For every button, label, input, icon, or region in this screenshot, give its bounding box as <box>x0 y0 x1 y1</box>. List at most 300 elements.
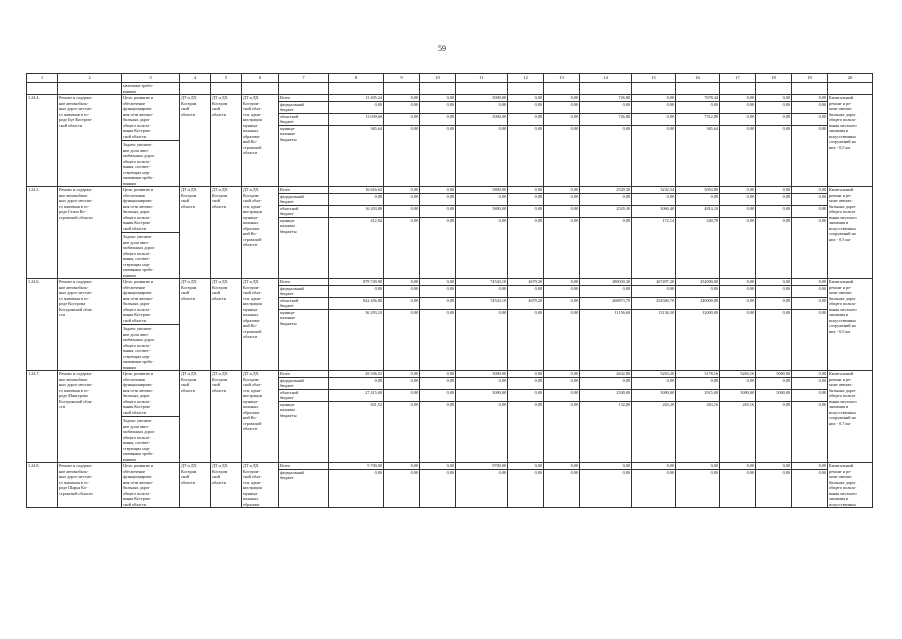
cell <box>279 83 329 95</box>
amount: 0,00 <box>498 125 506 131</box>
amount: 0,00 <box>420 95 455 102</box>
amount: 0,00 <box>676 194 719 206</box>
goal-line: ния сети автомо- <box>123 295 153 301</box>
amount: 0,00 <box>710 469 718 475</box>
funding-source-line: бюджет <box>280 107 294 112</box>
expected-result-line: сооружений на <box>829 323 856 328</box>
value-cell <box>720 95 756 187</box>
funding-source-line: федеральный <box>280 101 304 107</box>
expected-result-line: вания местного <box>829 306 857 312</box>
co-executor-line: образова- <box>243 317 261 323</box>
value-stack <box>544 463 579 481</box>
expected-result-line: них - 6,5 км <box>829 328 851 334</box>
executor-line: ской <box>212 382 221 387</box>
amount: 5054,80 <box>676 187 719 194</box>
goal-task-divider <box>122 324 179 325</box>
value-cell <box>544 187 580 279</box>
measure-name <box>58 187 122 279</box>
amount: 5800,00 <box>456 187 507 194</box>
amount: 0,00 <box>544 378 579 390</box>
value-stack <box>676 95 719 142</box>
amount: 0,00 <box>420 102 455 114</box>
executor-line: Костром <box>212 192 228 198</box>
expected-result-line: них - 0,7 км <box>829 420 851 426</box>
value-stack <box>792 95 827 142</box>
cell <box>508 83 544 95</box>
amount: 0,00 <box>746 469 754 475</box>
measure-name-line: ных дорог местно- <box>59 198 93 203</box>
goal-line: Цель: развитие и <box>123 187 154 192</box>
task-line: ваниям <box>123 180 136 186</box>
cell <box>122 83 180 95</box>
executor-line: ДТ и ДХ <box>181 463 197 468</box>
value-cell <box>580 371 632 463</box>
amount: 0,00 <box>544 279 579 286</box>
value-stack <box>329 187 383 234</box>
expected-result <box>828 187 873 279</box>
funding-source-line: областной <box>280 297 299 303</box>
amount: 0,00 <box>720 279 755 286</box>
value-cell <box>792 371 828 463</box>
measure-name-line: го значения в го- <box>59 111 89 117</box>
expected-result-line: вания местного <box>829 214 857 220</box>
measure-goal-task <box>122 371 180 463</box>
value-cell <box>420 279 456 371</box>
co-executor-line: ской обла- <box>243 474 262 479</box>
measure-name-line: го значения в го- <box>59 387 89 393</box>
co-executor-line: ской обла- <box>243 290 262 295</box>
goal-line: вания Костром- <box>123 312 151 317</box>
amount: 0,00 <box>544 371 579 378</box>
goal-line: ния сети автомо- <box>123 479 153 485</box>
value-stack <box>632 463 675 481</box>
executor-line: ской <box>212 106 221 111</box>
measure-name-line: ние автомобиль- <box>59 468 89 474</box>
column-header: 20 <box>828 74 873 83</box>
amount: 0,00 <box>534 217 542 223</box>
amount: 0,00 <box>508 371 543 378</box>
co-executor-line: образова- <box>243 409 261 415</box>
amount: 0,00 <box>676 463 719 470</box>
amount: 0,00 <box>498 401 506 407</box>
cell <box>828 83 873 95</box>
measure-row <box>27 463 873 508</box>
value-cell <box>676 187 720 279</box>
goal-line: ской области <box>123 409 147 415</box>
goal-line: вания Костром- <box>123 128 151 133</box>
funding-source-line: Всего <box>280 95 291 100</box>
goal-line: общего пользо- <box>123 490 151 496</box>
task-line: ние доли авто- <box>123 239 149 245</box>
goal-task-divider <box>122 232 179 233</box>
amount: 0,00 <box>456 102 507 114</box>
expected-result-line: вания местного <box>829 490 857 496</box>
co-executor-line: образова- <box>243 225 261 231</box>
amount: 0,00 <box>782 401 790 407</box>
column-header: 2 <box>58 74 122 83</box>
amount: 5263,16 <box>720 371 755 378</box>
amount: 0,00 <box>746 217 754 223</box>
measure-name-line: ных дорог местно- <box>59 290 93 295</box>
measure-name <box>58 463 122 508</box>
executor-cell <box>211 371 242 463</box>
value-stack <box>508 371 543 418</box>
expected-result-line: бильных дорог <box>829 203 856 209</box>
funding-source-line: бюджет <box>280 211 294 216</box>
funding-source-line: муници- <box>280 309 296 315</box>
column-header: 4 <box>180 74 211 83</box>
amount: 0,00 <box>410 217 418 223</box>
amount: 5000,00 <box>756 390 791 402</box>
amount: 0,00 <box>792 95 827 102</box>
task-line: ствующих нор- <box>123 261 151 267</box>
task-line: мобильных дорог <box>123 245 155 250</box>
co-executor-line: Костром- <box>243 376 260 382</box>
value-stack <box>384 187 419 234</box>
amount: 0,00 <box>632 95 675 102</box>
expected-result-line: вания местного <box>829 398 857 404</box>
executor-cell <box>211 463 242 508</box>
amount: 0,00 <box>580 463 631 470</box>
funding-source-line: областной <box>280 205 299 211</box>
expected-result-line: ремонт и ре- <box>829 100 852 106</box>
executor-cell <box>211 279 242 371</box>
value-stack <box>676 463 719 481</box>
amount: 0,00 <box>792 194 827 206</box>
executor-line: области <box>212 111 226 117</box>
amount: 0,00 <box>384 371 419 378</box>
amount: 7678,44 <box>676 95 719 102</box>
value-stack <box>792 187 827 234</box>
amount: 0,00 <box>792 102 827 114</box>
value-stack <box>456 95 507 142</box>
amount: 263,16 <box>742 401 754 407</box>
executor-cell <box>180 463 211 508</box>
executor-line: ской <box>212 198 221 203</box>
measure-name-line: роде Буе Костром- <box>59 117 93 122</box>
task-line: ствующих нор- <box>123 169 151 175</box>
amount: 0,00 <box>329 102 383 114</box>
co-executor-line: нистрации <box>243 301 262 306</box>
value-stack <box>756 371 791 418</box>
funding-source <box>279 102 328 114</box>
expected-result <box>828 463 873 508</box>
amount: 0,00 <box>818 125 826 131</box>
amount: 0,00 <box>384 286 419 298</box>
co-executor-cell <box>242 187 279 279</box>
executor-line: ской <box>181 474 190 479</box>
funding-source-line: бюджет <box>280 119 294 124</box>
goal-line: Цель: развитие и <box>123 371 154 376</box>
co-executor-line: сти, адми- <box>243 479 262 485</box>
cell <box>384 83 420 95</box>
amount: 2632,00 <box>580 371 631 378</box>
co-executor-line: стромской <box>243 236 262 242</box>
expected-result <box>828 95 873 187</box>
value-stack <box>420 371 455 418</box>
funding-source-line: бюджеты <box>280 136 297 142</box>
amount: 9700,00 <box>456 463 507 470</box>
amount: 0,00 <box>666 125 674 131</box>
task-line: Задача: увеличе- <box>123 418 153 423</box>
goal-task-divider <box>122 140 179 141</box>
goal-line: Цель: развитие и <box>123 279 154 284</box>
amount: 0,00 <box>746 125 754 131</box>
amount: 0,00 <box>374 469 382 475</box>
co-executor-line: ДТ и ДХ <box>243 279 259 284</box>
value-stack <box>720 187 755 234</box>
expected-result-line: общего пользо- <box>829 485 857 490</box>
value-stack <box>632 95 675 142</box>
value-cell <box>580 463 632 508</box>
measure-name-line: го значения в го- <box>59 203 89 209</box>
expected-result-line: бильных дорог <box>829 111 856 117</box>
amount: 0,00 <box>756 378 791 390</box>
co-executor-line: области <box>243 150 257 155</box>
amount: 0,00 <box>420 463 455 470</box>
cell <box>580 83 632 95</box>
value-stack <box>329 463 383 481</box>
amount: 5800,00 <box>456 206 507 218</box>
executor-line: Костром <box>212 100 228 106</box>
value-cell <box>384 187 420 279</box>
measure-row <box>27 95 873 187</box>
amount: 0,00 <box>384 194 419 206</box>
value-stack <box>420 95 455 142</box>
goal-line: обеспечение <box>123 100 146 106</box>
amount: 0,00 <box>410 309 418 315</box>
executor-line: ской <box>181 198 190 203</box>
amount: 74543,10 <box>456 298 507 310</box>
funding-source-cell <box>279 187 329 279</box>
amount: 0,00 <box>410 401 418 407</box>
amount: 0,00 <box>508 102 543 114</box>
measure-goal-task <box>122 95 180 187</box>
executor-line: ДТ и ДХ <box>181 371 197 376</box>
co-executor-line: образова- <box>243 133 261 139</box>
value-cell <box>384 95 420 187</box>
amount: 0,00 <box>580 286 631 298</box>
measure-name-line: ных дорог местно- <box>59 106 93 111</box>
value-stack <box>508 95 543 142</box>
funding-source-line: бюджет <box>280 395 294 400</box>
amount: 0,00 <box>580 194 631 206</box>
expected-result-line: монт автомо- <box>829 474 853 479</box>
co-executor-line: области <box>243 426 257 431</box>
amount: 0,00 <box>544 206 579 218</box>
value-cell <box>676 95 720 187</box>
amount: 0,00 <box>544 286 579 298</box>
co-executor-line: муници- <box>243 306 259 312</box>
funding-source-line: бюджет <box>280 199 294 204</box>
goal-line: функционирова- <box>123 290 153 295</box>
funding-source <box>279 402 328 419</box>
amount: 0,00 <box>384 390 419 402</box>
funding-source-line: бюджеты <box>280 320 297 326</box>
value-stack <box>456 279 507 326</box>
cell <box>676 83 720 95</box>
task-line: ваниям <box>123 456 136 462</box>
amount: 254360,70 <box>632 298 675 310</box>
amount: 726,80 <box>580 95 631 102</box>
amount: 11156,60 <box>614 309 630 315</box>
value-cell <box>329 279 384 371</box>
value-stack <box>792 371 827 418</box>
amount: 0,00 <box>580 378 631 390</box>
column-header: 11 <box>456 74 508 83</box>
executor-line: области <box>212 295 226 301</box>
value-cell <box>632 371 676 463</box>
funding-stack <box>279 95 328 142</box>
amount: 0,00 <box>384 102 419 114</box>
amount: 0,00 <box>446 469 454 475</box>
expected-result-line: искусственных <box>829 409 856 415</box>
co-executor-line: пальных <box>243 128 259 133</box>
measure-name-line: Костромской обла- <box>59 306 93 312</box>
amount: 0,00 <box>676 102 719 114</box>
amount: 13 039,60 <box>329 114 383 126</box>
co-executor-line: нистрации <box>243 393 262 398</box>
executor-cell <box>180 187 211 279</box>
value-stack <box>329 95 383 142</box>
co-executor-line: Костром- <box>243 100 260 106</box>
co-executor-line: сти, адми- <box>243 387 262 393</box>
goal-line: Цель: развитие и <box>123 95 154 100</box>
executor-line: ДТ и ДХ <box>212 95 228 100</box>
amount: 16 203,80 <box>329 206 383 218</box>
amount: 0,00 <box>676 378 719 390</box>
co-executor-line: ний Ко- <box>243 139 257 144</box>
expected-result <box>828 279 873 371</box>
amount: 0,00 <box>818 401 826 407</box>
expected-result-line: ремонт и ре- <box>829 468 852 474</box>
amount: 0,00 <box>410 125 418 131</box>
amount: 0,00 <box>410 469 418 475</box>
amount: 0,00 <box>720 114 755 126</box>
funding-source <box>279 298 328 310</box>
amount: 0,00 <box>544 390 579 402</box>
value-stack <box>632 279 675 326</box>
executor-line: Костром <box>212 284 228 290</box>
measure-name-line: ние автомобиль- <box>59 284 89 290</box>
measure-name-line: стромской области <box>59 214 93 220</box>
value-stack <box>544 95 579 142</box>
co-executor-line: ний Ко- <box>243 415 257 420</box>
value-cell <box>756 279 792 371</box>
expected-result-line: искусственных <box>829 133 856 139</box>
amount: 0,00 <box>720 95 755 102</box>
cell <box>211 83 242 95</box>
value-stack <box>792 463 827 481</box>
column-header: 10 <box>420 74 456 83</box>
task-line: ние доли авто- <box>123 423 149 429</box>
measure-name-line: го значения в го- <box>59 295 89 301</box>
executor-cell <box>211 187 242 279</box>
amount: 0,00 <box>446 217 454 223</box>
co-executor-line: муници- <box>243 122 259 128</box>
executor-line: ДТ и ДХ <box>181 187 197 192</box>
value-cell <box>720 187 756 279</box>
goal-line: Цель: развитие и <box>123 463 154 468</box>
task-line: мобильных дорог <box>123 429 155 434</box>
goal-line: бильных дорог <box>123 209 150 214</box>
value-cell <box>508 371 544 463</box>
amount: 27 415,00 <box>329 390 383 402</box>
executor-line: ской <box>181 106 190 111</box>
co-executor-line: Костром- <box>243 468 260 474</box>
goal-line: бильных дорог <box>123 117 150 122</box>
amount: 0,00 <box>420 194 455 206</box>
amount: 2500,00 <box>580 390 631 402</box>
funding-source-line: муници- <box>280 217 296 223</box>
amount: 2915,00 <box>676 390 719 402</box>
value-cell <box>756 371 792 463</box>
measure-name-line: го значения в го- <box>59 479 89 485</box>
amount: 268873,70 <box>580 298 631 310</box>
amount: 0,00 <box>508 378 543 390</box>
funding-stack <box>279 371 328 418</box>
co-executor-cell <box>242 279 279 371</box>
column-header: 12 <box>508 74 544 83</box>
amount: 0,00 <box>622 125 630 131</box>
amount: 4679,20 <box>508 279 543 286</box>
goal-line: обеспечение <box>123 376 146 382</box>
amount: 0,00 <box>544 95 579 102</box>
funding-source <box>279 206 328 218</box>
amount: 0,00 <box>756 286 791 298</box>
co-executor-line: ний Ко- <box>243 231 257 236</box>
amount: 0,00 <box>384 463 419 470</box>
goal-task-divider <box>122 416 179 417</box>
value-cell <box>676 279 720 371</box>
amount: 0,00 <box>384 95 419 102</box>
amount: 0,00 <box>456 378 507 390</box>
expected-result-line: сооружений на <box>829 415 856 420</box>
goal-line: ния сети автомо- <box>123 203 153 209</box>
value-cell <box>420 95 456 187</box>
amount: 0,00 <box>792 390 827 402</box>
task-line: общего пользо- <box>123 250 151 256</box>
task-line: ние доли авто- <box>123 331 149 337</box>
value-cell <box>720 463 756 508</box>
value-stack <box>676 279 719 326</box>
co-executor-line: муници- <box>243 398 259 404</box>
amount: 0,00 <box>622 217 630 223</box>
task-line: мативным требо- <box>123 267 154 272</box>
amount: 267497,20 <box>632 279 675 286</box>
goal-line: обеспечение <box>123 192 146 198</box>
amount: 0,00 <box>570 309 578 315</box>
amount: 0,00 <box>384 298 419 310</box>
amount: 726,80 <box>580 114 631 126</box>
amount: 13 405,24 <box>329 95 383 102</box>
goal-line: ской области <box>123 501 147 507</box>
amount: 0,00 <box>720 298 755 310</box>
task-line: Задача: увеличе- <box>123 326 153 331</box>
goal-line: общего пользо- <box>123 122 151 128</box>
funding-source-line: областной <box>280 113 299 119</box>
value-stack <box>456 187 507 234</box>
executor-line: области <box>181 479 195 485</box>
amount: 365,64 <box>706 125 718 131</box>
amount: 0,00 <box>792 279 827 286</box>
funding-source-line: бюджет <box>280 383 294 388</box>
amount: 0,00 <box>508 114 543 126</box>
value-cell <box>720 371 756 463</box>
executor-line: Костром <box>181 376 197 382</box>
cell <box>792 83 828 95</box>
value-cell <box>384 371 420 463</box>
